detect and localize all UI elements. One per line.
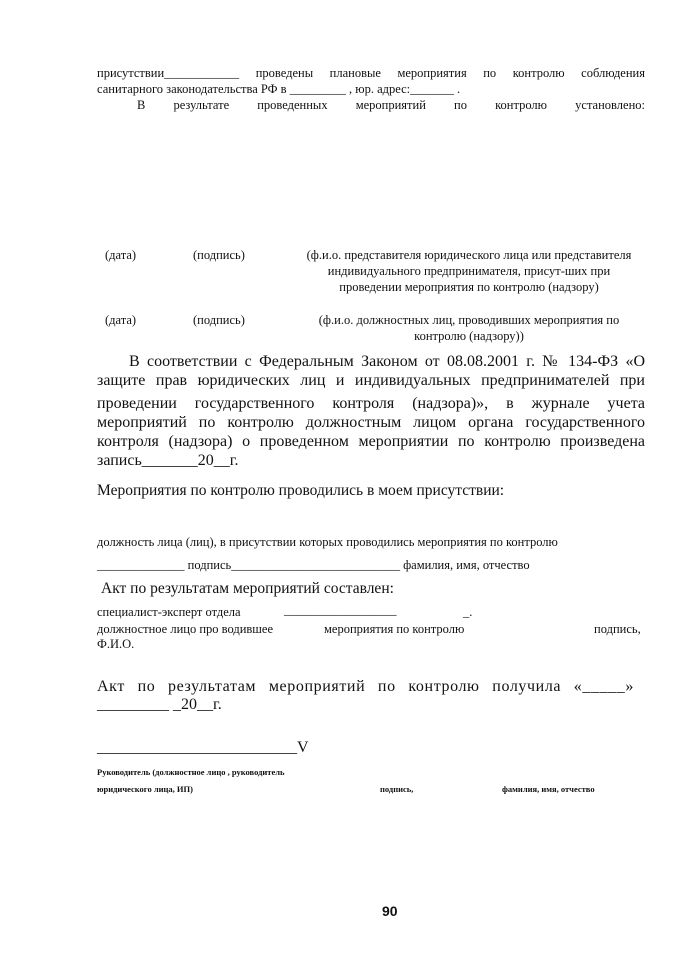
act-official: должностное лицо про водившее [97,622,274,636]
act-signature-caption: подпись, [594,622,641,636]
intro-line-3: В результате проведенных мероприятий по контролю установлено: [137,98,645,112]
law-line-5: контроля (надзора) о проведенном мероприятии по контролю произведена [97,433,645,450]
sig1-who-line-2: индивидуального предпринимателя, присут-ших при [327,264,611,278]
act-blank-tail: _. [463,605,473,619]
sig1-sign-caption: (подпись) [193,248,245,262]
law-line-1: В соответствии с Федеральным Законом от 08.08.2001 г. № 134-ФЗ «О [129,353,645,370]
presence-position-caption: должность лица (лиц), в присутствии которых проводились мероприятия по контролю [97,535,558,549]
law-line-6: запись_______20__г. [97,452,239,469]
head-sign-caption: подпись, [380,784,414,794]
received-line-1: Акт по результатам мероприятий по контролю получила «_____» [97,678,634,695]
act-conducted: мероприятия по контролю [324,622,465,636]
act-heading: Акт по результатам мероприятий составлен: [101,580,394,597]
sig1-who-line-3: проведении мероприятия по контролю (надзору) [339,280,599,294]
page-number: 90 [382,903,398,919]
intro-line-2: санитарного законодательства РФ в _________ , юр. адрес:_______ . [97,82,461,96]
intro-line-1: присутствии____________ проведены плановые мероприятия по контролю соблюдения [97,66,645,80]
head-fio-caption: фамилия, имя, отчество [502,784,595,794]
head-caption-line-2: юридического лица, ИП) [97,784,193,794]
sig2-who-line-2: контролю (надзору)) [414,329,524,343]
act-fio-caption: Ф.И.О. [97,637,135,651]
received-line-2: _________ _20__г. [97,696,222,713]
law-line-3: проведении государственного контроля (надзора)», в журнале учета [97,395,645,412]
sig2-date-caption: (дата) [105,313,137,327]
sig1-date-caption: (дата) [105,248,137,262]
head-caption-line-1: Руководитель (должностное лицо , руководитель [97,767,285,777]
law-line-4: мероприятий по контролю должностным лицом органа государственного [97,414,645,431]
sig1-who-line-1: (ф.и.о. представителя юридического лица или представителя [306,248,632,262]
presence-sign-line: ______________ подпись___________________________ фамилия, имя, отчество [97,558,530,572]
sig2-sign-caption: (подпись) [193,313,245,327]
head-sign-line: _________________________V [97,739,309,756]
law-line-2: защите прав юридических лиц и индивидуальных предпринимателей при [97,372,645,389]
presence-heading: Мероприятия по контролю проводились в моем присутствии: [97,482,505,499]
sig2-who-line-1: (ф.и.о. должностных лиц, проводивших мероприятия по [318,313,620,327]
act-specialist: специалист-эксперт отдела [97,605,241,619]
act-blank-line: __________________ [284,603,397,617]
